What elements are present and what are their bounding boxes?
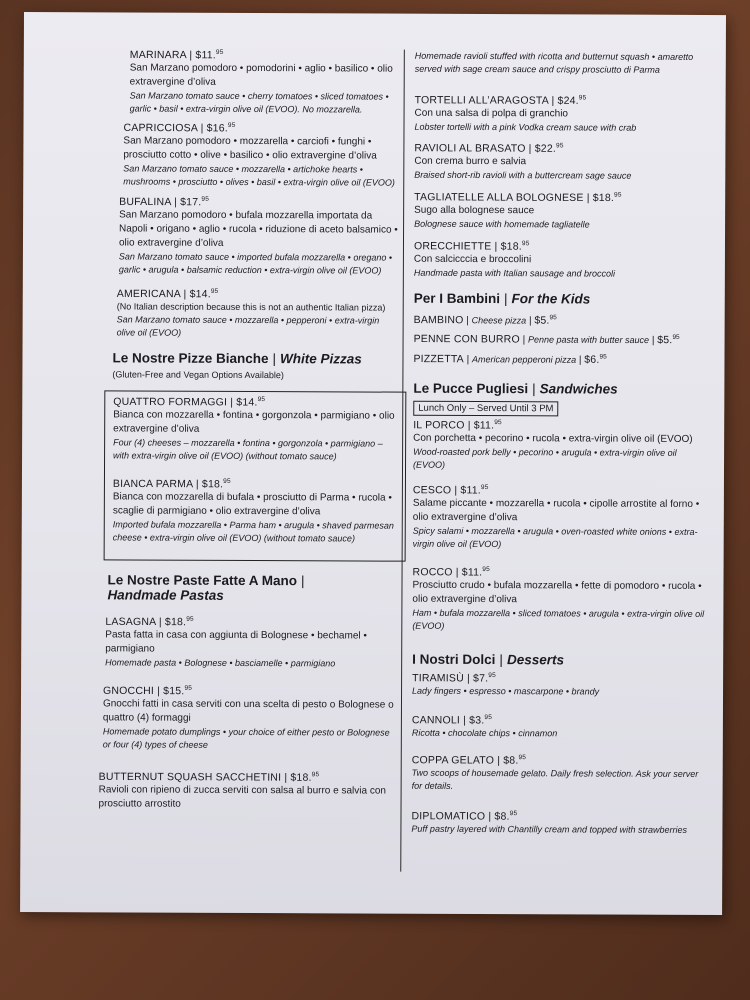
item-desc-en: Wood-roasted pork belly • pecorino • arugula • extra-virgin olive oil (EVOO): [413, 446, 677, 470]
item-desc-it: Gnocchi fatti in casa serviti con una scelta di pesto o Bolognese o quattro (4) formaggi: [102, 697, 394, 724]
list-item: PENNE CON BURRO | Penne pasta with butter sauce | $5.95: [413, 333, 680, 347]
item-name: CESCO | $11.95: [412, 483, 489, 497]
item-desc-en: Homemade potato dumplings • your choice of either pesto or Bolognese or four (4) types of cheese: [102, 725, 390, 750]
item-desc-en: Two scoops of housemade gelato. Daily fresh selection. Ask your server for details.: [411, 767, 699, 791]
item-desc-it: San Marzano pomodoro • mozzarella • carciofi • funghi • prosciutto cotto • olive • basilico • olio extravergine d’oliva: [123, 134, 377, 162]
menu-item: [412, 672, 704, 699]
item-desc-it: Salame piccante • mozzarella • rucola • cipolle arrostite al forno • olio extravergine d’oliva: [412, 497, 700, 523]
item-name: IL PORCO | $11.95: [413, 419, 502, 432]
menu-item: [105, 615, 399, 670]
item-desc-it: Con crema burro e salvia: [414, 155, 527, 167]
lunch-only-badge: Lunch Only – Served Until 3 PM: [413, 401, 558, 417]
menu-item: [113, 477, 397, 545]
item-desc-it: Bianca con mozzarella di bufala • prosciutto di Parma • rucola • scaglie di parmigiano • olio extravergine d’oliva: [112, 490, 392, 517]
menu-item: [103, 684, 399, 752]
menu-item: [130, 48, 400, 116]
item-desc-en: Ham • bufala mozzarella • sliced tomatoes • arugula • extra-virgin olive oil (EVOO): [412, 607, 705, 631]
menu-item: [413, 484, 705, 552]
section-note: (Gluten-Free and Vegan Options Available): [112, 369, 284, 381]
item-desc-it: Pasta fatta in casa con aggiunta di Bolognese • bechamel • parmigiano: [105, 628, 367, 655]
menu-item: [414, 191, 706, 232]
menu-item: [99, 770, 399, 812]
white-pizzas-box: [104, 390, 407, 561]
item-desc-en: San Marzano tomato sauce • mozzarella • pepperoni • extra-virgin olive oil (EVOO): [116, 313, 380, 338]
right-column: [411, 14, 711, 835]
item-name: TAGLIATELLE ALLA BOLOGNESE | $18.95: [414, 191, 622, 205]
menu-item: [413, 419, 705, 473]
item-desc-it: (No Italian description because this is not an authentic Italian pizza): [116, 300, 386, 313]
item-desc-en: San Marzano tomato sauce • cherry tomatoes • sliced tomatoes • garlic • basil • extra-virgin olive oil (EVOO). No mozzarella.: [129, 89, 389, 114]
item-name: DIPLOMATICO | $8.95: [411, 810, 518, 823]
item-name: GNOCCHI | $15.95: [103, 684, 193, 698]
item-name: QUATTRO FORMAGGI | $14.95: [113, 395, 266, 409]
menu-item: [414, 94, 706, 135]
item-desc-en: San Marzano tomato sauce • mozzarella • artichoke hearts • mushrooms • prosciutto • olives • basil • extra-virgin olive oil (EVOO): [123, 162, 395, 188]
item-name: MARINARA | $11.95: [129, 48, 224, 62]
item-name: TORTELLI ALL’ARAGOSTA | $24.95: [414, 94, 587, 107]
section-title: Le Nostre Pizze Bianche | White Pizzas: [112, 350, 362, 367]
item-name: LASAGNA | $18.95: [105, 615, 194, 629]
item-desc-en: Lobster tortelli with a pink Vodka cream sauce with crab: [414, 121, 637, 133]
section-header-white-pizzas: [112, 350, 402, 382]
item-desc-en: San Marzano tomato sauce • imported bufala mozzarella • oregano • garlic • arugula • balsamic reduction • extra-virgin olive oil (EVOO): [118, 250, 393, 276]
menu-item: [412, 714, 704, 741]
item-name: CANNOLI | $3.95: [411, 714, 493, 727]
list-item: BAMBINO | Cheese pizza | $5.95: [413, 314, 557, 327]
section-header-pastas: [107, 572, 397, 603]
item-name: AMERICANA | $14.95: [116, 287, 219, 301]
item-name: RAVIOLI AL BRASATO | $22.95: [414, 142, 564, 155]
item-name: ORECCHIETTE | $18.95: [413, 240, 530, 253]
item-desc-it: Prosciutto crudo • bufala mozzarella • fette di pomodoro • rucola • olio extravergine d’oliva: [412, 579, 702, 605]
menu-item: [119, 195, 399, 277]
item-desc-it: Con porchetta • pecorino • rucola • extra-virgin olive oil (EVOO): [413, 432, 693, 445]
item-name: BUTTERNUT SQUASH SACCHETINI | $18.95: [98, 770, 320, 784]
item-desc-en: Ricotta • chocolate chips • cinnamon: [411, 727, 558, 738]
item-desc-en: Braised short-rib ravioli with a buttercream sage sauce: [414, 169, 632, 181]
item-desc-it: Ravioli con ripieno di zucca serviti con salsa al burro e salvia con prosciutto arrostito: [98, 783, 386, 810]
menu-item: [412, 566, 704, 634]
menu-item: [414, 142, 706, 183]
menu-item: [411, 810, 703, 837]
menu-item: [123, 121, 399, 189]
item-name: CAPRICCIOSA | $16.95: [123, 121, 236, 135]
item-desc-it: Con salcicccia e broccolini: [413, 253, 532, 265]
menu-item: [414, 240, 706, 281]
list-item: PIZZETTA | American pepperoni pizza | $6.95: [413, 352, 607, 366]
item-name: BUFALINA | $17.95: [119, 195, 210, 209]
left-column: [98, 12, 402, 810]
item-desc-en: Four (4) cheeses – mozzarella • fontina • gorgonzola • parmigiano – with extra-virgin olive oil (EVOO) (without tomato sauce): [113, 436, 383, 461]
item-desc-it: Sugo alla bolognese sauce: [414, 204, 535, 216]
item-desc-en: Lady fingers • espresso • mascarpone • brandy: [412, 685, 600, 697]
item-name: COPPA GELATO | $8.95: [411, 754, 527, 767]
item-desc-en-continued: Homemade ravioli stuffed with ricotta and butternut squash • amaretto served with sage cream sauce and crispy prosciutto di Parma: [414, 50, 694, 75]
section-title-sandwiches: Le Pucce Pugliesi | Sandwiches: [413, 380, 618, 397]
kids-list: [413, 310, 705, 369]
item-desc-en: Imported bufala mozzarella • Parma ham • arugula • shaved parmesan cheese • extra-virgin olive oil (EVOO) (without tomato sauce): [112, 518, 394, 543]
item-desc-en: Spicy salami • mozzarella • arugula • oven-roasted white onions • extra-virgin olive oil (EVOO): [412, 525, 698, 549]
item-desc-en: Handmade pasta with Italian sausage and broccoli: [413, 267, 616, 279]
item-desc-it: San Marzano pomodoro • pomodorini • aglio • basilico • olio extravergine d’oliva: [129, 61, 393, 88]
item-name: BIANCA PARMA | $18.95: [112, 477, 231, 491]
section-subtitle: Handmade Pastas: [107, 587, 224, 603]
item-desc-it: San Marzano pomodoro • bufala mozzarella importata da Napoli • origano • aglio • rucola • riduzione di aceto balsamico • olio extravergine d’oliva: [118, 208, 398, 249]
section-title: Le Nostre Paste Fatte A Mano |: [107, 572, 305, 589]
menu-item: [113, 395, 397, 463]
item-desc-it: Con una salsa di polpa di granchio: [414, 107, 569, 119]
menu-item: [117, 287, 399, 340]
item-name: TIRAMISÙ | $7.95: [412, 672, 496, 685]
section-title-desserts: I Nostri Dolci | Desserts: [412, 651, 565, 668]
menu-item: [412, 754, 704, 794]
item-desc-it: Bianca con mozzarella • fontina • gorgonzola • parmigiano • olio extravergine d’oliva: [113, 408, 395, 435]
item-desc-en: Homemade pasta • Bolognese • basciamelle • parmigiano: [105, 656, 336, 668]
item-desc-en: Puff pastry layered with Chantilly cream and topped with strawberries: [411, 823, 688, 835]
item-desc-en: Bolognese sauce with homemade tagliatelle: [414, 218, 590, 229]
menu-page: [20, 12, 726, 915]
section-title-kids: Per I Bambini | For the Kids: [413, 290, 591, 307]
item-name: ROCCO | $11.95: [412, 566, 490, 579]
